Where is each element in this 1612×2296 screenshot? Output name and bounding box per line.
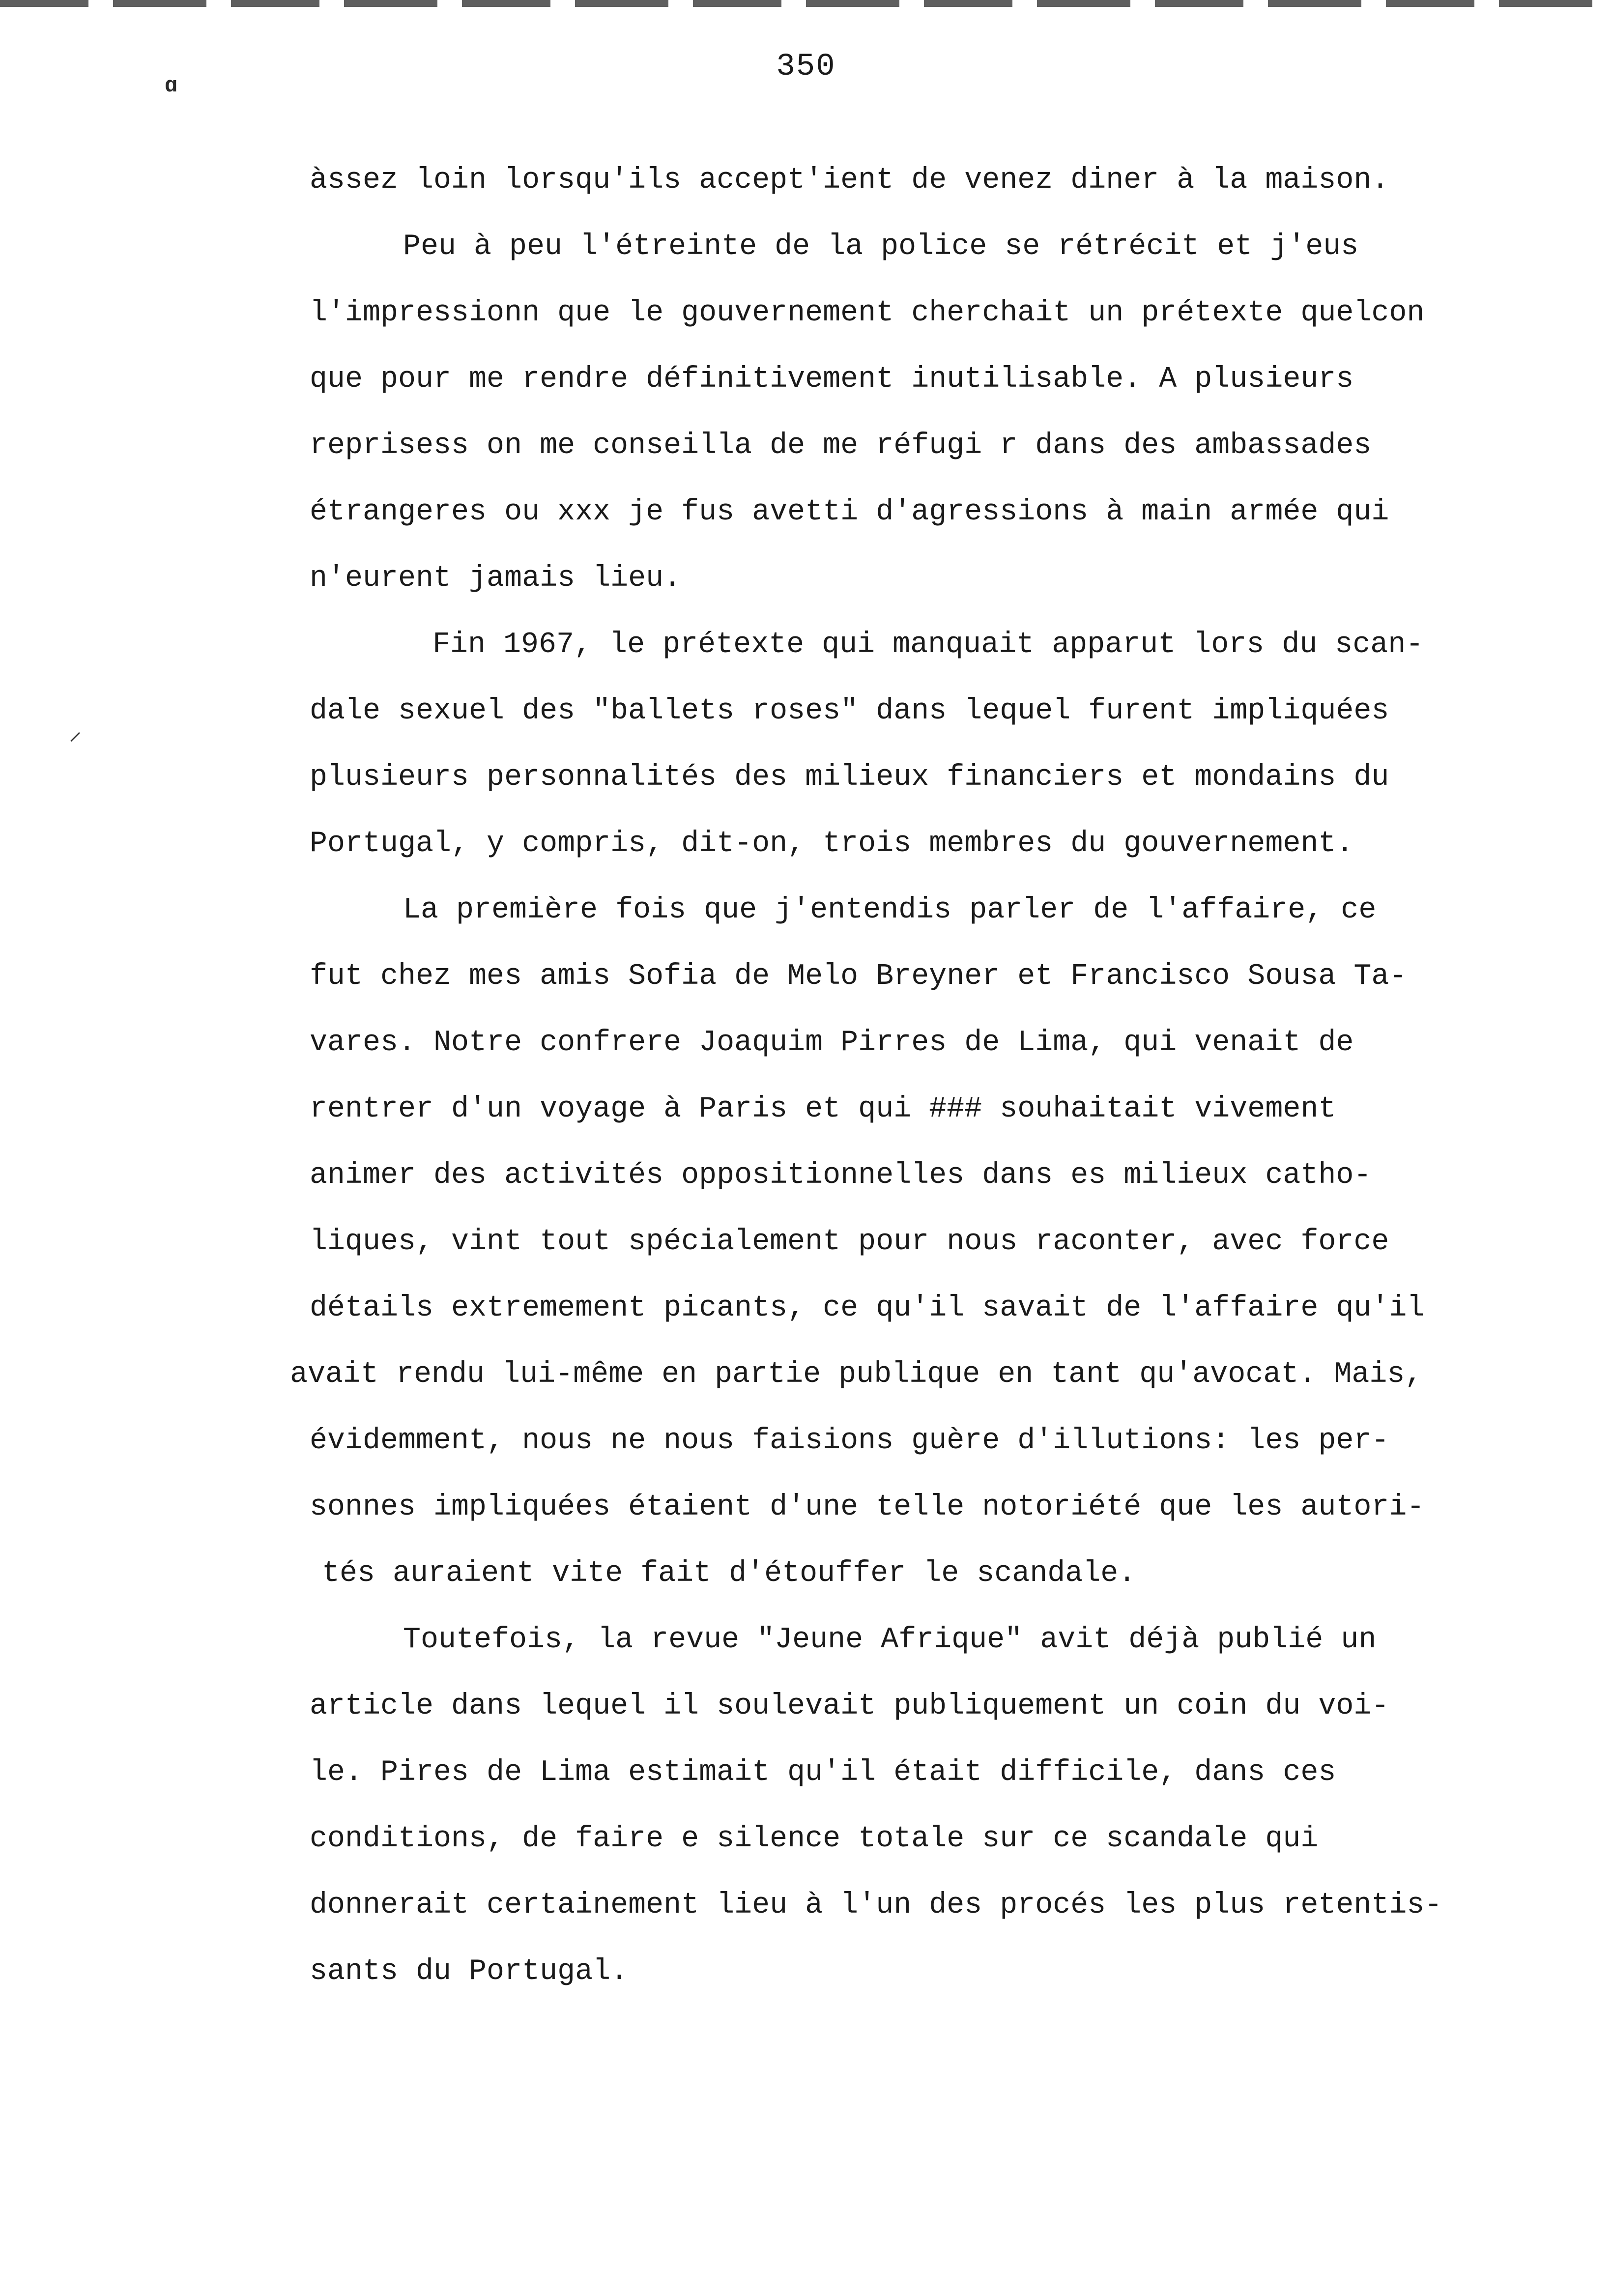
text-line: plusieurs personnalités des milieux financiers et mondains du: [310, 761, 1389, 794]
text-line: La première fois que j'entendis parler de l'affaire, ce: [403, 893, 1377, 927]
text-line: sants du Portugal.: [310, 1955, 629, 1988]
text-line: donnerait certainement lieu à l'un des procés les plus retentis-: [310, 1889, 1442, 1922]
text-line: étrangeres ou xxx je fus avetti d'agressions à main armée qui: [310, 495, 1389, 529]
text-line: dale sexuel des "ballets roses" dans lequel furent impliquées: [310, 694, 1389, 728]
text-line: conditions, de faire e silence totale sur ce scandale qui: [310, 1822, 1319, 1856]
text-line: article dans lequel il soulevait publiquement un coin du voi-: [310, 1690, 1389, 1723]
text-line: Toutefois, la revue "Jeune Afrique" avit déjà publié un: [403, 1623, 1377, 1657]
paragraph-2: [310, 214, 1568, 612]
margin-mark-top: ɑ: [165, 74, 178, 98]
text-line: tés auraient vite fait d'étouffer le scandale.: [322, 1557, 1136, 1590]
text-line: Portugal, y compris, dit-on, trois membres du gouvernement.: [310, 827, 1354, 861]
paragraph-4: [290, 877, 1568, 1607]
text-line: rentrer d'un voyage à Paris et qui ### souhaitait vivement: [310, 1092, 1336, 1126]
paragraph-5: [310, 1607, 1568, 2005]
text-line: animer des activités oppositionnelles dans es milieux catho-: [310, 1159, 1372, 1192]
text-line: vares. Notre confrere Joaquim Pirres de Lima, qui venait de: [310, 1026, 1354, 1060]
margin-mark-side: ⸝: [69, 718, 82, 747]
text-line: sonnes impliquées étaient d'une telle notoriété que les autori-: [310, 1491, 1425, 1524]
text-line: liques, vint tout spécialement pour nous raconter, avec force: [310, 1225, 1389, 1259]
text-line: évidemment, nous ne nous faisions guère d'illutions: les per-: [310, 1424, 1389, 1458]
text-line: fut chez mes amis Sofia de Melo Breyner et Francisco Sousa Ta-: [310, 960, 1407, 993]
top-page-rule: [0, 0, 1612, 7]
paragraph-3: [310, 612, 1568, 877]
page-number: 350: [776, 49, 836, 85]
text-line: que pour me rendre définitivement inutilisable. A plusieurs: [310, 363, 1354, 396]
text-line: avait rendu lui-même en partie publique en tant qu'avocat. Mais,: [290, 1358, 1423, 1391]
text-line: àssez loin lorsqu'ils accept'ient de venez diner à la maison.: [310, 164, 1389, 197]
text-line: n'eurent jamais lieu.: [310, 562, 682, 595]
text-line: le. Pires de Lima estimait qu'il était difficile, dans ces: [310, 1756, 1336, 1789]
text-line: l'impressionn que le gouvernement cherchait un prétexte quelcon: [310, 296, 1425, 330]
typed-text-body: [290, 147, 1568, 2005]
text-line: Fin 1967, le prétexte qui manquait apparut lors du scan-: [432, 628, 1424, 661]
text-line: détails extremement picants, ce qu'il savait de l'affaire qu'il: [310, 1292, 1425, 1325]
text-line: reprisess on me conseilla de me réfugi r dans des ambassades: [310, 429, 1372, 462]
text-line: Peu à peu l'étreinte de la police se rétrécit et j'eus: [403, 230, 1359, 263]
paragraph-1: [310, 147, 1568, 214]
